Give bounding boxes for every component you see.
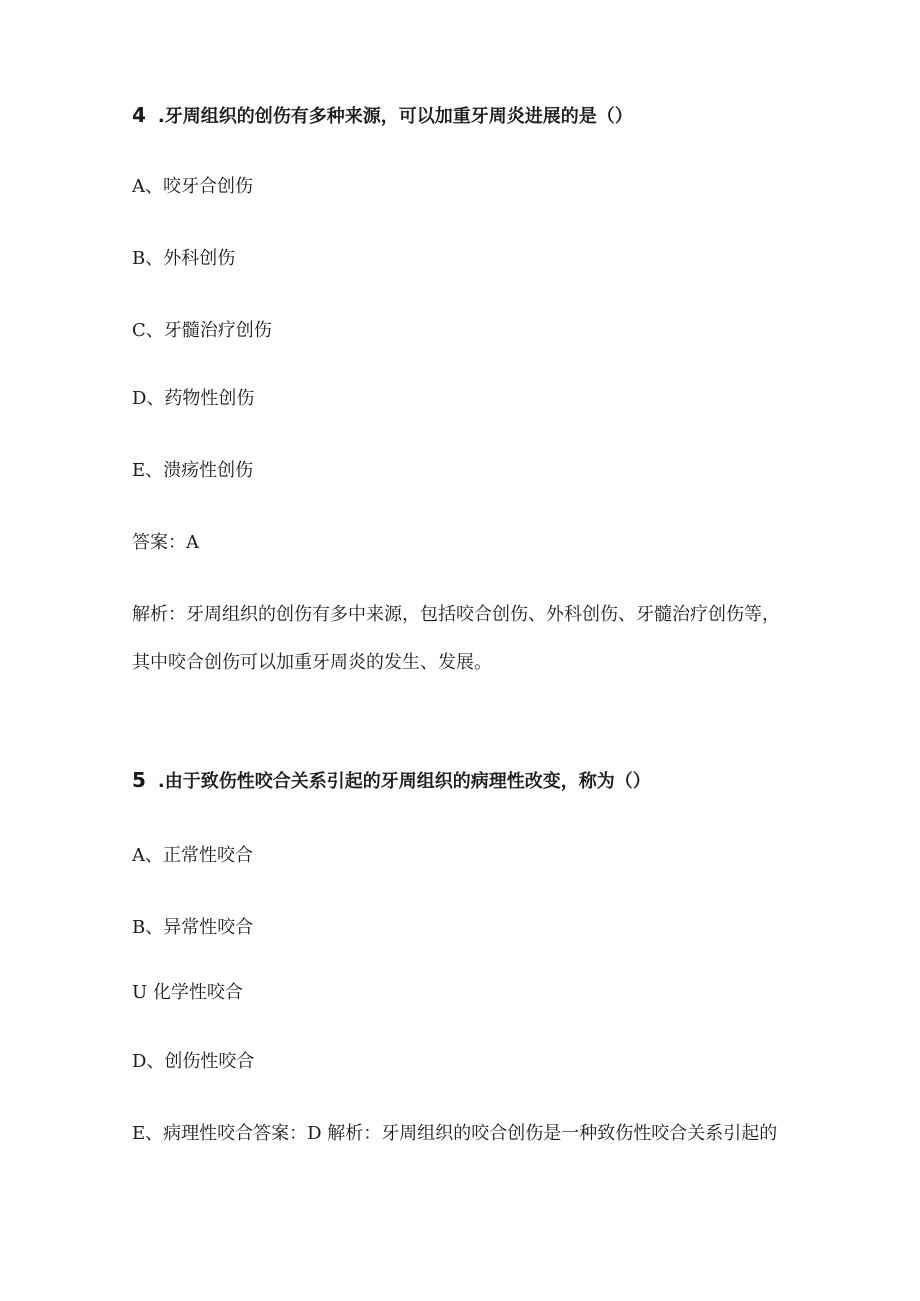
analysis-line-1: 解析：牙周组织的创伤有多中来源，包括咬合创伤、外科创伤、牙髓治疗创伤等， (132, 604, 780, 625)
option-c (132, 981, 243, 1005)
question-5-title (132, 768, 651, 794)
option-text: 、溃疡性创伤 (145, 460, 254, 481)
option-text: 、外科创伤 (145, 248, 236, 269)
option-text: 、病理性咬合答案： (145, 1123, 308, 1144)
question-text: .由于致伤性咬合关系引起的牙周组织的病理性改变，称为（） (157, 771, 651, 792)
question-number: 5 (132, 768, 146, 792)
option-d (132, 1050, 254, 1074)
option-letter: A (132, 176, 145, 197)
option-letter: A (132, 845, 145, 866)
analysis-line-2: 其中咬合创伤可以加重牙周炎的发生、发展。 (132, 652, 492, 673)
option-letter: E (132, 460, 146, 481)
option-d (132, 387, 254, 411)
option-text: 、异常性咬合 (145, 917, 254, 938)
option-text: 化学性咬合 (147, 982, 243, 1003)
option-a (132, 844, 253, 868)
option-letter: D (132, 388, 147, 409)
option-letter: E (132, 1123, 146, 1144)
option-text: 、药物性创伤 (146, 388, 255, 409)
option-letter: B (132, 917, 146, 938)
option-e (132, 459, 253, 483)
answer-label: 答案： (132, 532, 186, 553)
option-c (132, 319, 272, 343)
option-text: 、创伤性咬合 (146, 1051, 255, 1072)
option-text: 、牙髓治疗创伤 (145, 320, 272, 341)
option-b (132, 247, 235, 271)
option-letter: B (132, 248, 146, 269)
option-letter: D (132, 1051, 147, 1072)
option-a (132, 175, 253, 199)
answer-value: D (307, 1123, 322, 1144)
analysis-text: 解析：牙周组织的咬合创伤是一种致伤性咬合关系引起的 (321, 1123, 778, 1144)
question-4-title (132, 103, 633, 129)
option-letter: U (132, 982, 148, 1003)
option-text: 、正常性咬合 (145, 845, 253, 866)
question-number: 4 (132, 103, 146, 127)
option-letter: C (132, 320, 146, 341)
option-text: 、咬牙合创伤 (145, 176, 253, 197)
option-b (132, 916, 253, 940)
answer-line (132, 531, 199, 555)
question-text: .牙周组织的创伤有多种来源，可以加重牙周炎进展的是（） (157, 106, 633, 127)
answer-value: A (186, 532, 199, 553)
option-e-with-answer (132, 1122, 777, 1146)
